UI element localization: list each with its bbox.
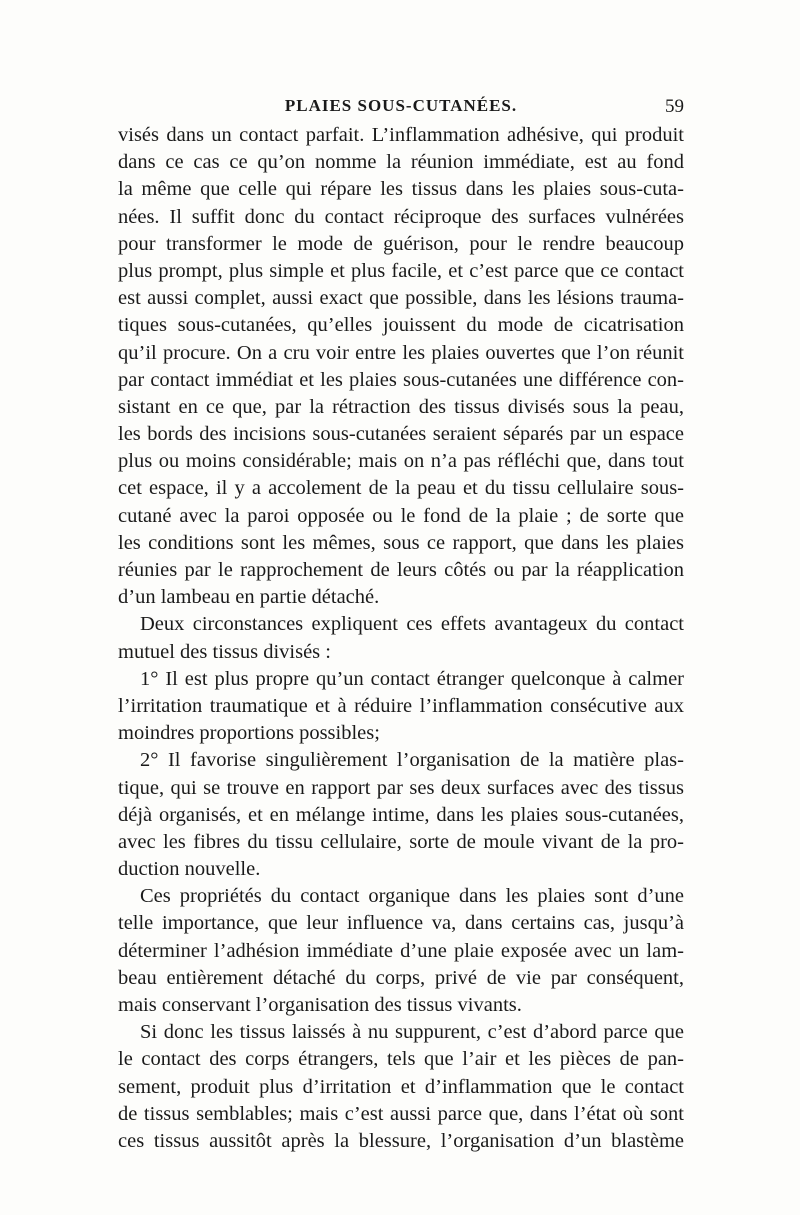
text-line: avec les fibres du tissu cellulaire, sorte de moule vivant de la pro- bbox=[118, 830, 684, 853]
text-line: tique, qui se trouve en rapport par ses deux surfaces avec des tissus bbox=[118, 776, 684, 799]
text-line: dans ce cas ce qu’on nomme la réunion immédiate, est au fond bbox=[118, 151, 684, 174]
text-line: cutané avec la paroi opposée ou le fond de la plaie ; de sorte que bbox=[118, 504, 684, 527]
text-line: 1° Il est plus propre qu’un contact étranger quelconque à calmer bbox=[140, 667, 684, 690]
page-number: 59 bbox=[665, 96, 684, 117]
text-line: plus ou moins considérable; mais on n’a pas réfléchi que, dans tout bbox=[118, 450, 684, 473]
text-line: nées. Il suffit donc du contact réciproque des surfaces vulnérées bbox=[118, 205, 684, 228]
text-line: beau entièrement détaché du corps, privé de vie par conséquent, bbox=[118, 966, 684, 989]
running-title: PLAIES SOUS-CUTANÉES. bbox=[284, 96, 518, 115]
body-text bbox=[118, 122, 684, 1155]
text-line: visés dans un contact parfait. L’inflammation adhésive, qui produit bbox=[118, 124, 684, 146]
text-line: qu’il procure. On a cru voir entre les plaies ouvertes que l’on réunit bbox=[118, 341, 684, 364]
text-line: cet espace, il y a accolement de la peau et du tissu cellulaire sous- bbox=[118, 477, 684, 500]
text-line: d’un lambeau en partie détaché. bbox=[118, 586, 380, 609]
text-line: plus prompt, plus simple et plus facile, et c’est parce que ce contact bbox=[118, 259, 684, 282]
text-line: telle importance, que leur influence va, dans certains cas, jusqu’à bbox=[118, 912, 684, 935]
text-line: est aussi complet, aussi exact que possible, dans les lésions trauma- bbox=[118, 287, 684, 310]
text-line: tiques sous-cutanées, qu’elles jouissent du mode de cicatrisation bbox=[118, 314, 684, 337]
text-line: l’irritation traumatique et à réduire l’inflammation consécutive aux bbox=[118, 694, 684, 717]
text-line: de tissus semblables; mais c’est aussi parce que, dans l’état où sont bbox=[118, 1102, 684, 1125]
text-line: le contact des corps étrangers, tels que l’air et les pièces de pan- bbox=[118, 1048, 684, 1071]
text-line: par contact immédiat et les plaies sous-cutanées une différence con- bbox=[118, 368, 684, 391]
text-line: Ces propriétés du contact organique dans les plaies sont d’une bbox=[140, 885, 684, 908]
text-line: mais conservant l’organisation des tissus vivants. bbox=[118, 994, 522, 1016]
text-line: la même que celle qui répare les tissus dans les plaies sous-cuta- bbox=[118, 178, 684, 201]
text-line: sement, produit plus d’irritation et d’inflammation que le contact bbox=[118, 1075, 684, 1098]
text-line: 2° Il favorise singulièrement l’organisation de la matière plas- bbox=[140, 749, 684, 772]
text-line: Deux circonstances expliquent ces effets avantageux du contact bbox=[140, 613, 684, 636]
text-line: duction nouvelle. bbox=[118, 858, 261, 881]
page-header bbox=[118, 96, 684, 120]
text-line: réunies par le rapprochement de leurs côtés ou par la réapplication bbox=[118, 559, 684, 581]
text-line: moindres proportions possibles; bbox=[118, 722, 380, 745]
text-line: déterminer l’adhésion immédiate d’une plaie exposée avec un lam- bbox=[118, 939, 684, 962]
text-line: déjà organisés, et en mélange intime, dans les plaies sous-cutanées, bbox=[118, 803, 684, 826]
text-line: les bords des incisions sous-cutanées seraient séparés par un espace bbox=[118, 423, 684, 446]
text-line: ces tissus aussitôt après la blessure, l’organisation d’un blastème bbox=[118, 1129, 684, 1152]
text-line: mutuel des tissus divisés : bbox=[118, 640, 331, 663]
text-line: pour transformer le mode de guérison, pour le rendre beaucoup bbox=[118, 232, 684, 255]
text-line: sistant en ce que, par la rétraction des tissus divisés sous la peau, bbox=[118, 395, 684, 418]
text-line: Si donc les tissus laissés à nu suppurent, c’est d’abord parce que bbox=[140, 1021, 684, 1044]
text-line: les conditions sont les mêmes, sous ce rapport, que dans les plaies bbox=[118, 531, 684, 554]
